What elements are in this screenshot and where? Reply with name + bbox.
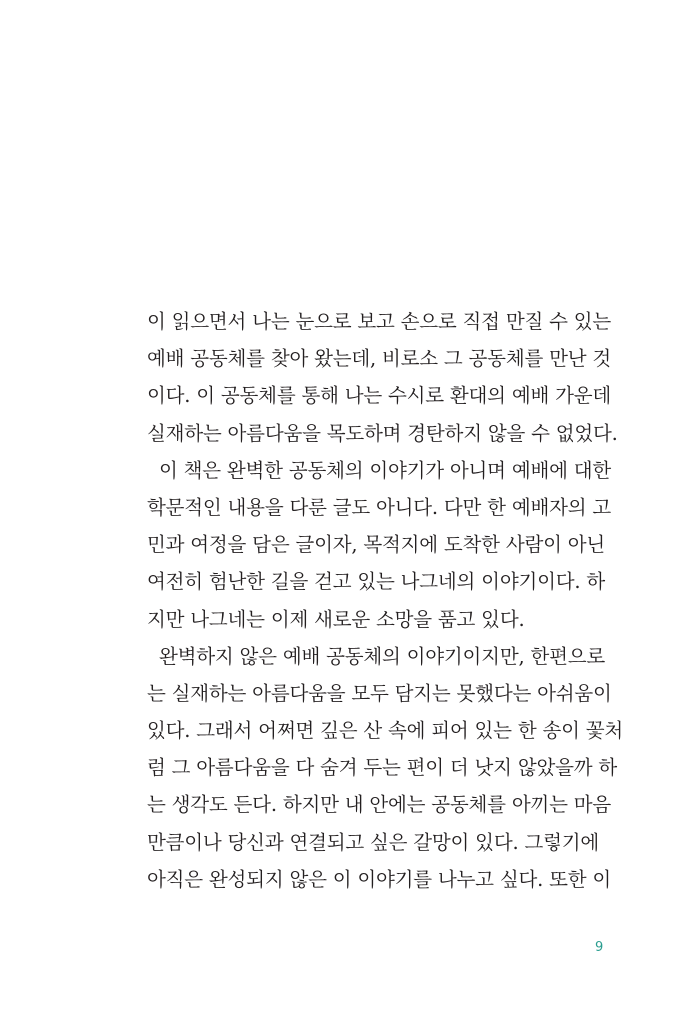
text-line: 예배 공동체를 찾아 왔는데, 비로소 그 공동체를 만난 것: [147, 347, 612, 371]
text-line: 럼 그 아름다움을 다 숨겨 두는 편이 더 낫지 않았을까 하: [147, 756, 617, 780]
text-line: 실재하는 아름다움을 목도하며 경탄하지 않을 수 없었다.: [147, 421, 618, 445]
text-line: 는 생각도 든다. 하지만 내 안에는 공동체를 아끼는 마음: [147, 793, 612, 817]
text-line: 만큼이나 당신과 연결되고 싶은 갈망이 있다. 그렇기에: [147, 830, 600, 854]
text-line: 있다. 그래서 어쩌면 깊은 산 속에 피어 있는 한 송이 꽃처: [147, 719, 623, 743]
text-line: 완벽하지 않은 예배 공동체의 이야기이지만, 한편으로: [147, 644, 606, 668]
text-line: 이 읽으면서 나는 눈으로 보고 손으로 직접 만질 수 있는: [147, 310, 612, 333]
text-line: 이 책은 완벽한 공동체의 이야기가 아니며 예배에 대한: [147, 458, 612, 482]
text-line: 지만 나그네는 이제 새로운 소망을 품고 있다.: [147, 607, 525, 631]
text-line: 이다. 이 공동체를 통해 나는 수시로 환대의 예배 가운데: [147, 384, 612, 408]
text-line: 는 실재하는 아름다움을 모두 담지는 못했다는 아쉬움이: [147, 681, 612, 705]
text-line: 학문적인 내용을 다룬 글도 아니다. 다만 한 예배자의 고: [147, 495, 612, 519]
text-line: 여전히 험난한 길을 걷고 있는 나그네의 이야기이다. 하: [147, 570, 606, 594]
body-text: [147, 303, 623, 898]
page-number: 9: [595, 940, 604, 955]
text-line: 민과 여정을 담은 글이자, 목적지에 도착한 사람이 아닌: [147, 533, 606, 557]
text-line: 아직은 완성되지 않은 이 이야기를 나누고 싶다. 또한 이: [147, 867, 612, 891]
